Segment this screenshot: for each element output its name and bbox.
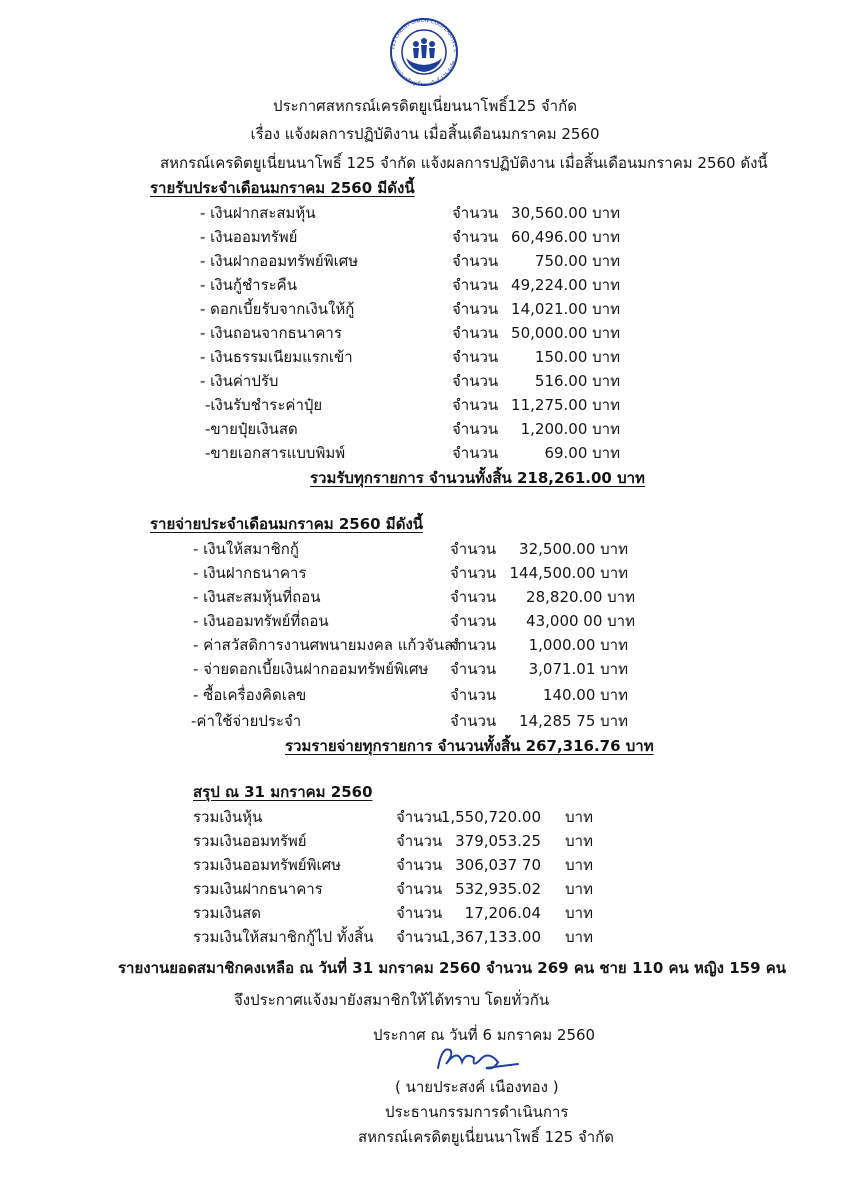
item-label: รวมเงินหุ้น <box>193 808 263 826</box>
svg-text:NAPHO 125 CREDIT UNION COOPERA: 125 CREDIT UNION COOPERATIVE L <box>390 17 459 53</box>
item-label: - เงินฝากออมทรัพย์พิเศษ <box>200 252 359 270</box>
closing-notice: จึงประกาศแจ้งมายังสมาชิกให้ได้ทราบ โดยทั่วกัน <box>234 991 550 1009</box>
announcement-intro: สหกรณ์เครดิตยูเนี่ยนนาโพธิ์ 125 จำกัด แจ้งผลการปฏิบัติงาน เมื่อสิ้นเดือนมกราคม 2560 ดังนี้ <box>160 154 768 172</box>
list-item <box>205 418 620 440</box>
item-label: รวมเงินให้สมาชิกกู้ไป ทั้งสิ้น <box>193 928 374 946</box>
item-label: -ขายปุ๋ยเงินสด <box>205 420 298 438</box>
item-amount: 69.00 บาท <box>544 444 620 462</box>
item-label: -ค่าใช้จ่ายประจำ <box>191 712 302 730</box>
item-qty: จำนวน <box>396 832 443 850</box>
item-label: - เงินฝากธนาคาร <box>193 564 307 582</box>
item-unit: บาท <box>565 856 593 874</box>
item-qty: จำนวน <box>452 444 499 462</box>
item-qty: จำนวน <box>450 540 497 558</box>
item-qty: จำนวน <box>452 420 499 438</box>
item-amount: 516.00 บาท <box>534 372 620 390</box>
item-amount: 1,550,720.00 <box>440 808 541 826</box>
item-label: - เงินออมทรัพย์ที่ถอน <box>193 612 329 630</box>
item-amount: 140.00 บาท <box>542 686 628 704</box>
item-qty: จำนวน <box>396 904 443 922</box>
item-label: รวมเงินสด <box>193 904 261 922</box>
item-label: - เงินฝากสะสมหุ้น <box>200 204 316 222</box>
list-item <box>193 806 593 828</box>
list-item <box>193 538 628 560</box>
list-item <box>193 658 628 680</box>
item-amount: 14,285 75 บาท <box>519 712 628 730</box>
list-item <box>200 202 620 224</box>
members-report: รายงานยอดสมาชิกคงเหลือ ณ วันที่ 31 มกราคม 2560 จำนวน 269 คน ชาย 110 คน หญิง 159 คน <box>118 959 787 977</box>
svg-text:สหกรณ์เครดิตยูเนี่ยนนาโพธิ์ 12: สหกรณ์เครดิตยูเนี่ยนนาโพธิ์ 125 จำกัด <box>390 60 458 86</box>
item-qty: จำนวน <box>452 372 499 390</box>
item-amount: 1,000.00 บาท <box>528 636 628 654</box>
item-label: รวมเงินออมทรัพย์ <box>193 832 307 850</box>
income-heading: รายรับประจำเดือนมกราคม 2560 มีดังนี้ <box>150 179 415 197</box>
item-label: -เงินรับชำระค่าปุ๋ย <box>205 396 323 414</box>
list-item <box>193 684 628 706</box>
item-label: - ซื้อเครื่องคิดเลข <box>193 686 307 704</box>
list-item <box>200 250 620 272</box>
item-qty: จำนวน <box>450 588 497 606</box>
item-amount: 14,021.00 บาท <box>511 300 620 318</box>
item-amount: 32,500.00 บาท <box>519 540 628 558</box>
item-label: - เงินค่าปรับ <box>200 372 279 390</box>
item-qty: จำนวน <box>450 712 497 730</box>
item-label: - เงินสะสมหุ้นที่ถอน <box>193 588 321 606</box>
item-label: - เงินออมทรัพย์ <box>200 228 298 246</box>
item-amount: 11,275.00 บาท <box>511 396 620 414</box>
list-item <box>193 610 635 632</box>
item-amount: 150.00 บาท <box>534 348 620 366</box>
item-label: - เงินถอนจากธนาคาร <box>200 324 342 342</box>
item-unit: บาท <box>565 904 593 922</box>
signer-position: ประธานกรรมการดำเนินการ <box>385 1103 569 1121</box>
item-label: - จ่ายดอกเบี้ยเงินฝากออมทรัพย์พิเศษ <box>193 660 429 678</box>
item-label: - ค่าสวัสดิการงานศพนายมงคล แก้วจันลา <box>193 636 462 654</box>
item-label: -ขายเอกสารแบบพิมพ์ <box>205 444 346 462</box>
list-item <box>193 854 593 876</box>
item-amount: 750.00 บาท <box>534 252 620 270</box>
item-qty: จำนวน <box>452 348 499 366</box>
item-qty: จำนวน <box>396 808 443 826</box>
list-item <box>193 902 593 924</box>
list-item <box>200 322 620 344</box>
item-amount: 379,053.25 <box>455 832 541 850</box>
item-amount: 60,496.00 บาท <box>511 228 620 246</box>
income-total: รวมรับทุกรายการ จำนวนทั้งสิ้น 218,261.00 บาท <box>310 469 645 487</box>
item-qty: จำนวน <box>450 564 497 582</box>
list-item <box>200 370 620 392</box>
item-unit: บาท <box>565 880 593 898</box>
item-label: - เงินให้สมาชิกกู้ <box>193 540 299 558</box>
announcement-title: ประกาศสหกรณ์เครดิตยูเนี่ยนนาโพธิ์125 จำกัด <box>273 97 577 115</box>
handwritten-signature <box>428 1040 528 1076</box>
item-qty: จำนวน <box>452 204 499 222</box>
list-item <box>205 394 620 416</box>
item-unit: บาท <box>565 832 593 850</box>
list-item <box>200 274 620 296</box>
announce-date: ประกาศ ณ วันที่ 6 มกราคม 2560 <box>373 1026 596 1044</box>
item-amount: 49,224.00 บาท <box>511 276 620 294</box>
item-qty: จำนวน <box>452 396 499 414</box>
item-label: - ดอกเบี้ยรับจากเงินให้กู้ <box>200 300 355 318</box>
item-unit: บาท <box>565 808 593 826</box>
item-amount: 30,560.00 บาท <box>511 204 620 222</box>
item-qty: จำนวน <box>450 636 497 654</box>
summary-heading: สรุป ณ 31 มกราคม 2560 <box>193 783 373 801</box>
list-item <box>200 298 620 320</box>
item-qty: จำนวน <box>396 880 443 898</box>
item-amount: 1,367,133.00 <box>440 928 541 946</box>
item-amount: 17,206.04 <box>464 904 541 922</box>
list-item <box>193 926 593 948</box>
item-qty: จำนวน <box>452 300 499 318</box>
signer-organization: สหกรณ์เครดิตยูเนี่ยนนาโพธิ์ 125 จำกัด <box>358 1128 614 1146</box>
item-label: รวมเงินออมทรัพย์พิเศษ <box>193 856 342 874</box>
item-label: รวมเงินฝากธนาคาร <box>193 880 323 898</box>
item-qty: จำนวน <box>450 660 497 678</box>
item-qty: จำนวน <box>396 856 443 874</box>
item-amount: 43,000 00 บาท <box>526 612 635 630</box>
item-amount: 28,820.00 บาท <box>526 588 635 606</box>
list-item <box>193 830 593 852</box>
item-qty: จำนวน <box>450 612 497 630</box>
item-qty: จำนวน <box>452 276 499 294</box>
item-amount: 50,000.00 บาท <box>511 324 620 342</box>
item-amount: 532,935.02 <box>455 880 541 898</box>
item-amount: 1,200.00 บาท <box>520 420 620 438</box>
item-qty: จำนวน <box>452 252 499 270</box>
item-qty: จำนวน <box>396 928 443 946</box>
list-item <box>193 562 628 584</box>
list-item <box>205 442 620 464</box>
expense-heading: รายจ่ายประจำเดือนมกราคม 2560 มีดังนี้ <box>150 515 424 533</box>
item-amount: 306,037 70 <box>455 856 541 874</box>
expense-total: รวมรายจ่ายทุกรายการ จำนวนทั้งสิ้น 267,316.76 บาท <box>285 737 654 755</box>
list-item <box>193 878 593 900</box>
item-unit: บาท <box>565 928 593 946</box>
item-qty: จำนวน <box>452 324 499 342</box>
signer-name: ( นายประสงค์ เนืองทอง ) <box>395 1078 559 1096</box>
item-qty: จำนวน <box>452 228 499 246</box>
list-item <box>191 710 628 732</box>
item-amount: 3,071.01 บาท <box>528 660 628 678</box>
item-label: - เงินธรรมเนียมแรกเข้า <box>200 348 353 366</box>
list-item <box>200 346 620 368</box>
list-item <box>193 634 628 656</box>
cooperative-logo <box>380 14 468 86</box>
list-item <box>200 226 620 248</box>
item-label: - เงินกู้ชำระคืน <box>200 276 297 294</box>
announcement-subject: เรื่อง แจ้งผลการปฏิบัติงาน เมื่อสิ้นเดือนมกราคม 2560 <box>250 125 600 143</box>
item-amount: 144,500.00 บาท <box>509 564 628 582</box>
item-qty: จำนวน <box>450 686 497 704</box>
list-item <box>193 586 635 608</box>
